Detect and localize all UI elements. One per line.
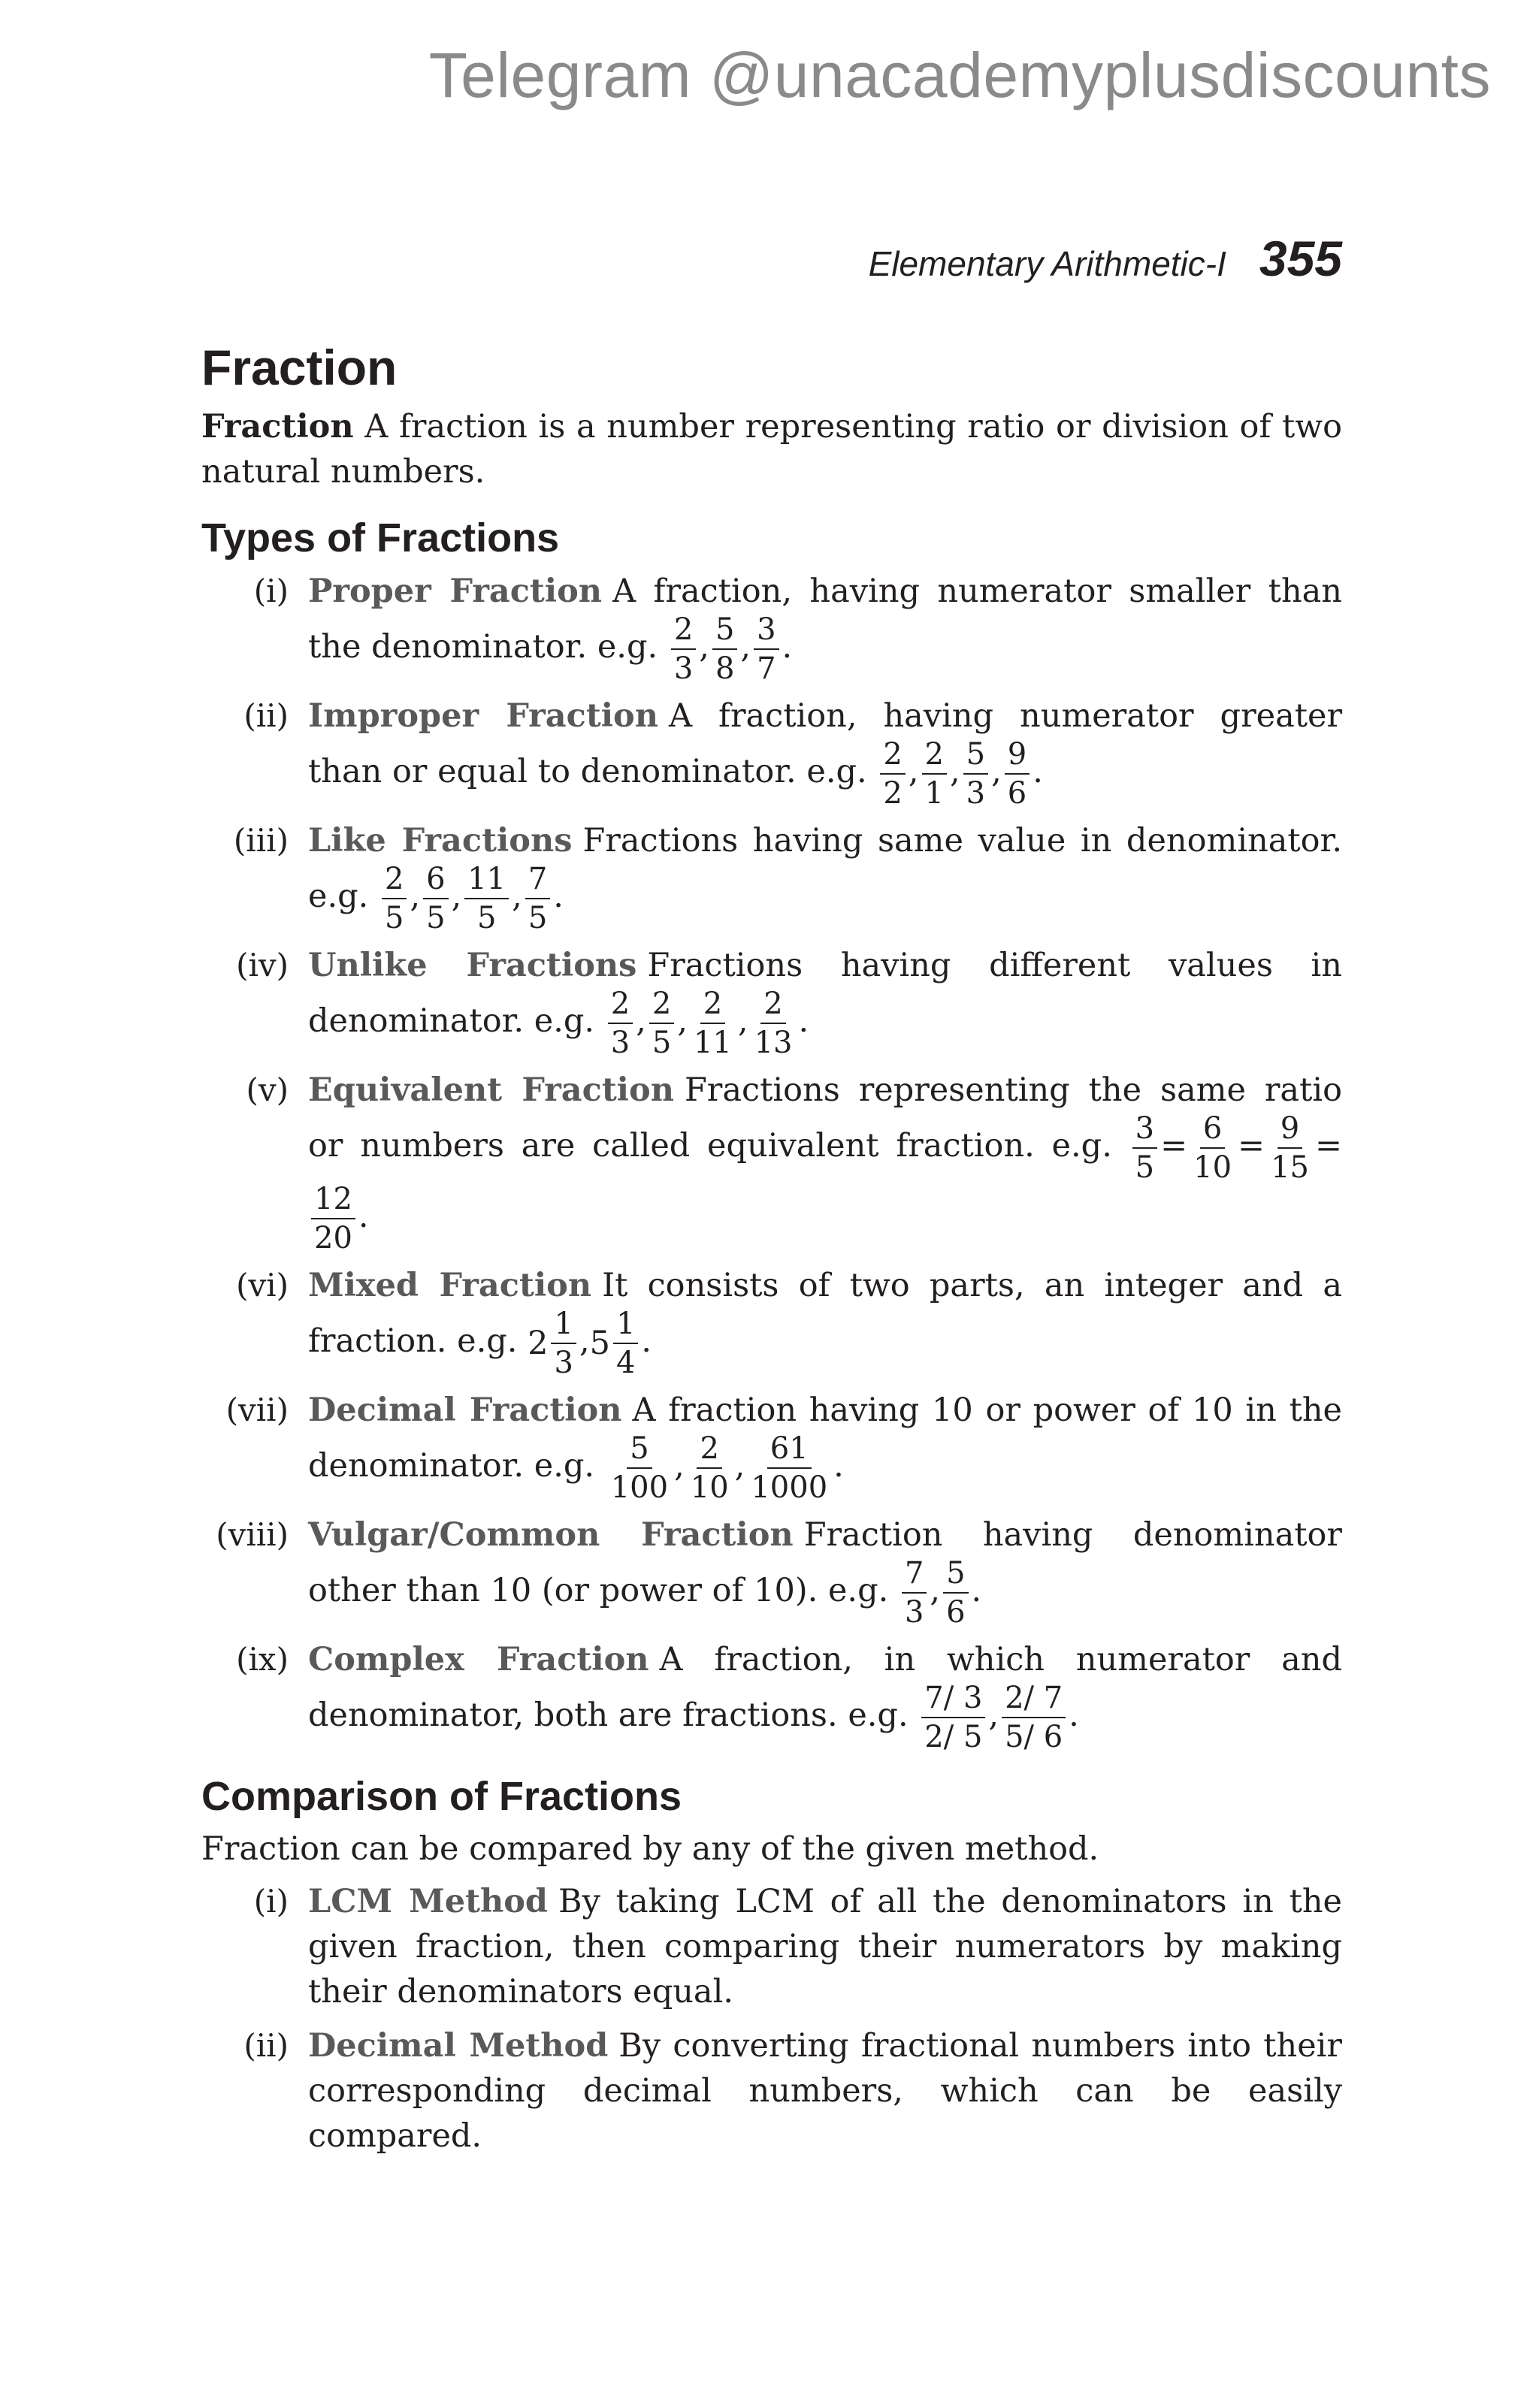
- item-term: Vulgar/Common Fraction: [308, 1515, 794, 1554]
- example-separator: ,: [579, 1322, 590, 1360]
- types-heading: Types of Fractions: [201, 515, 560, 560]
- fraction: [902, 1557, 927, 1628]
- denominator: 8: [715, 651, 735, 686]
- item-body: [308, 1068, 1342, 1254]
- comparison-method-item: [201, 1879, 1342, 2014]
- denominator: 5: [1135, 1150, 1155, 1185]
- fraction: [691, 988, 735, 1059]
- numerator: 2: [922, 739, 947, 775]
- example-separator: ,: [737, 1002, 748, 1040]
- denominator: 7: [757, 651, 776, 686]
- fraction: [423, 863, 448, 934]
- fraction: [551, 1308, 576, 1379]
- fraction: [311, 1183, 355, 1254]
- item-body: [308, 943, 1342, 1059]
- fraction: [751, 988, 796, 1059]
- numerator: 2: [382, 863, 407, 899]
- item-number: (ii): [243, 696, 289, 734]
- running-title: Elementary Arithmetic-I: [868, 244, 1226, 283]
- denominator: 3: [554, 1345, 573, 1380]
- example-end: .: [1069, 1696, 1079, 1734]
- denominator: 5/ 6: [1005, 1719, 1063, 1754]
- denominator: 10: [690, 1470, 729, 1505]
- fraction: [1005, 736, 1030, 811]
- item-text: Fractions having same value in denominator. e.g.: [308, 821, 1342, 915]
- denominator: 3: [610, 1025, 630, 1060]
- item-term: Like Fractions: [308, 821, 573, 860]
- fraction-type-item: [201, 1637, 1342, 1753]
- denominator: 3: [673, 651, 694, 686]
- numerator: 5: [627, 1433, 652, 1469]
- item-text: A fraction having 10 or power of 10 in the denominator. e.g.: [308, 1391, 1342, 1485]
- denominator: 5: [426, 900, 446, 935]
- denominator: 4: [615, 1345, 636, 1380]
- denominator: 13: [754, 1025, 793, 1060]
- fraction: [608, 1433, 671, 1503]
- example-end: .: [833, 1446, 844, 1485]
- numerator: 2: [880, 739, 905, 775]
- fraction: [688, 1433, 732, 1503]
- item-text: By taking LCM of all the denominators in the given fraction, then comparing their numerators by making their denominators equal.: [308, 1883, 1343, 2011]
- methods-list: [201, 1879, 1342, 2159]
- item-number: (vi): [236, 1266, 289, 1304]
- fraction-type-item: [201, 1068, 1342, 1254]
- item-text: A fraction, in which numerator and denominator, both are fractions. e.g.: [308, 1640, 1342, 1734]
- types-list: [201, 569, 1342, 1753]
- fraction-type-item: [201, 943, 1342, 1059]
- item-term: Decimal Fraction: [308, 1391, 622, 1429]
- comparison-intro: Fraction can be compared by any of the given method.: [201, 1830, 1099, 1869]
- definition-term: Fraction: [201, 407, 354, 446]
- denominator: 6: [1007, 775, 1027, 811]
- denominator: 20: [314, 1220, 352, 1255]
- fraction: [921, 1682, 985, 1753]
- item-body: [308, 2023, 1342, 2159]
- numerator: 7: [525, 863, 550, 899]
- denominator: 2: [883, 775, 903, 811]
- denominator: 5: [476, 900, 497, 935]
- item-text: Fractions having different values in denominator. e.g.: [308, 946, 1342, 1040]
- fraction: [464, 863, 509, 934]
- example-separator: ,: [674, 1446, 685, 1485]
- numerator: 6: [1200, 1113, 1225, 1149]
- fraction: [1268, 1110, 1312, 1185]
- numerator: 3: [754, 614, 779, 650]
- fraction: [712, 614, 737, 684]
- item-body: [308, 1637, 1342, 1753]
- item-term: Decimal Method: [308, 2027, 609, 2065]
- comparison-heading: Comparison of Fractions: [201, 1773, 682, 1819]
- item-text: Fractions representing the same ratio or numbers are called equivalent fraction. e.g.: [308, 1071, 1342, 1165]
- fraction: [943, 1557, 968, 1628]
- denominator: 1000: [751, 1470, 828, 1505]
- example-separator: =: [1238, 1126, 1265, 1165]
- numerator: 2: [608, 988, 633, 1024]
- example-separator: =: [1314, 1126, 1342, 1165]
- example-end: .: [553, 877, 564, 915]
- fraction: [880, 736, 905, 811]
- example-separator: ,: [636, 1002, 646, 1040]
- fraction: [671, 614, 696, 684]
- fraction-definition: [201, 404, 1342, 494]
- fraction-type-item: [201, 1263, 1342, 1379]
- denominator: 3: [966, 775, 986, 811]
- item-number: (iii): [233, 821, 289, 859]
- fraction: [608, 988, 633, 1059]
- item-text: Fraction having denominator other than 10 (or power of 10). e.g.: [308, 1515, 1342, 1609]
- fraction: [649, 988, 674, 1059]
- item-term: Improper Fraction: [308, 696, 658, 735]
- example-separator: ,: [451, 877, 462, 915]
- numerator: 2/ 7: [1002, 1682, 1066, 1718]
- numerator: 2: [649, 988, 674, 1024]
- fraction: [613, 1308, 638, 1379]
- example-end: .: [358, 1197, 369, 1235]
- example-separator: ,: [740, 627, 751, 666]
- item-body: [308, 1388, 1342, 1503]
- numerator: 9: [1005, 739, 1030, 775]
- denominator: 2/ 5: [924, 1719, 983, 1754]
- denominator: 5: [652, 1025, 672, 1060]
- item-text: A fraction, having numerator greater than or equal to denominator. e.g.: [308, 696, 1343, 790]
- example-separator: ,: [677, 1002, 688, 1040]
- numerator: 11: [464, 863, 509, 899]
- item-body: [308, 1263, 1342, 1379]
- numerator: 5: [963, 739, 988, 775]
- numerator: 7/ 3: [921, 1682, 985, 1718]
- item-term: LCM Method: [308, 1883, 548, 1921]
- numerator: 9: [1277, 1113, 1302, 1149]
- fraction-type-item: [201, 1512, 1342, 1628]
- example-separator: ,: [949, 752, 960, 790]
- watermark-text: Telegram @unacademyplusdiscounts: [428, 40, 1491, 110]
- fraction: [754, 614, 779, 684]
- numerator: 5: [712, 614, 737, 650]
- denominator: 11: [693, 1025, 732, 1060]
- item-number: (v): [246, 1071, 289, 1108]
- numerator: 6: [423, 863, 448, 899]
- numerator: 2: [760, 988, 785, 1024]
- example-separator: ,: [512, 877, 522, 915]
- numerator: 2: [697, 1433, 721, 1469]
- numerator: 7: [902, 1557, 927, 1594]
- fraction: [382, 863, 407, 934]
- numerator: 5: [943, 1557, 968, 1594]
- fraction: [1132, 1110, 1157, 1185]
- example-separator: ,: [991, 752, 1002, 790]
- example-end: .: [971, 1571, 982, 1609]
- mixed-whole: 2: [528, 1324, 549, 1362]
- item-number: (ii): [243, 2027, 289, 2065]
- running-header: [869, 230, 1342, 287]
- numerator: 2: [671, 614, 696, 650]
- denominator: 1: [924, 775, 944, 811]
- item-body: [308, 693, 1342, 809]
- numerator: 1: [551, 1308, 576, 1344]
- example-end: .: [1033, 752, 1043, 790]
- numerator: 12: [311, 1183, 355, 1219]
- item-number: (ix): [236, 1640, 289, 1678]
- fraction: [525, 863, 550, 934]
- example-separator: ,: [988, 1696, 999, 1734]
- example-end: .: [782, 627, 793, 666]
- example-separator: ,: [410, 877, 421, 915]
- item-number: (i): [253, 1883, 289, 1920]
- numerator: 2: [700, 988, 725, 1024]
- section-title: Fraction: [201, 340, 398, 395]
- definition-text: A fraction is a number representing ratio or division of two natural numbers.: [201, 407, 1342, 491]
- fraction: [1190, 1110, 1235, 1185]
- denominator: 3: [904, 1594, 924, 1630]
- item-body: [308, 1512, 1342, 1628]
- item-number: (vii): [225, 1391, 289, 1428]
- numerator: 61: [767, 1433, 812, 1469]
- item-number: (i): [253, 572, 289, 609]
- fraction-type-item: [201, 1388, 1342, 1503]
- denominator: 10: [1193, 1150, 1232, 1185]
- item-term: Unlike Fractions: [308, 946, 637, 984]
- comparison-method-item: [201, 2023, 1342, 2159]
- example-separator: ,: [699, 627, 709, 666]
- item-text: A fraction, having numerator smaller than the denominator. e.g.: [308, 572, 1342, 666]
- item-text: It consists of two parts, an integer and a fraction. e.g.: [308, 1266, 1343, 1360]
- example-end: .: [798, 1002, 809, 1040]
- denominator: 5: [528, 900, 548, 935]
- item-term: Mixed Fraction: [308, 1266, 592, 1304]
- denominator: 100: [610, 1470, 669, 1505]
- denominator: 15: [1271, 1150, 1309, 1185]
- numerator: 3: [1132, 1113, 1157, 1149]
- item-number: (viii): [216, 1515, 289, 1553]
- page-content: [201, 340, 1342, 2168]
- fraction: [922, 736, 947, 811]
- mixed-whole: 5: [589, 1324, 610, 1362]
- example-separator: ,: [930, 1571, 941, 1609]
- fraction: [748, 1433, 830, 1503]
- item-body: [308, 569, 1342, 684]
- denominator: 6: [946, 1594, 966, 1630]
- item-term: Equivalent Fraction: [308, 1071, 674, 1109]
- fraction-type-item: [201, 569, 1342, 684]
- denominator: 5: [384, 900, 404, 935]
- example-end: .: [641, 1322, 652, 1360]
- item-term: Proper Fraction: [308, 572, 603, 610]
- fraction-type-item: [201, 693, 1342, 809]
- example-separator: ,: [908, 752, 919, 790]
- item-term: Complex Fraction: [308, 1640, 649, 1678]
- item-text: By converting fractional numbers into their corresponding decimal numbers, which can be easily compared.: [308, 2027, 1342, 2156]
- fraction-type-item: [201, 818, 1342, 934]
- fraction: [1002, 1682, 1066, 1753]
- page-number: 355: [1259, 231, 1342, 286]
- item-body: [308, 818, 1342, 934]
- item-body: [308, 1879, 1342, 2014]
- item-number: (iv): [236, 946, 289, 983]
- fraction: [963, 736, 988, 811]
- numerator: 1: [613, 1308, 638, 1344]
- example-separator: ,: [734, 1446, 745, 1485]
- example-separator: =: [1160, 1126, 1188, 1165]
